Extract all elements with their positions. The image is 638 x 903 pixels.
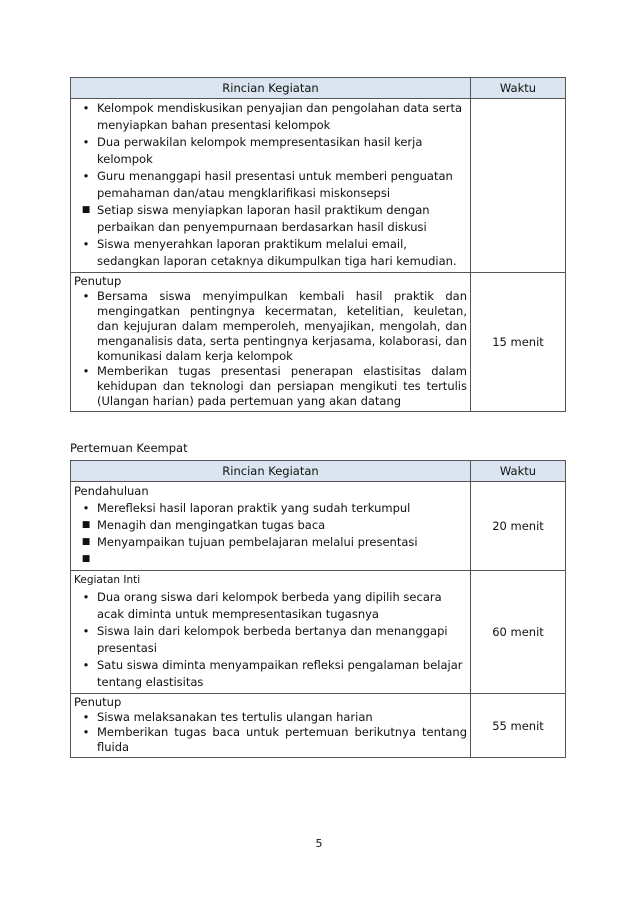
time-cell: 20 menit <box>471 482 566 571</box>
list-item: • Siswa menyerahkan laporan praktikum melalui email, sedangkan laporan cetaknya dikumpulkan tiga hari kemudian. <box>82 237 457 268</box>
page-number: 5 <box>315 837 323 850</box>
list-item: ■ Menagih dan mengingatkan tugas baca <box>81 518 326 532</box>
header-kegiatan: Rincian Kegiatan <box>71 461 471 482</box>
bullet-icon: • <box>82 289 90 303</box>
time-cell: 60 menit <box>471 571 566 694</box>
header-kegiatan: Rincian Kegiatan <box>71 78 471 99</box>
square-bullet-icon: ■ <box>81 205 91 215</box>
bullet-icon: • <box>82 364 90 378</box>
bullet-icon: • <box>82 624 90 638</box>
table-row <box>71 99 566 273</box>
activity-table-2 <box>70 460 566 758</box>
list-item: • Satu siswa diminta menyampaikan refleksi pengalaman belajar tentang elastisitas <box>82 658 463 689</box>
section-title: Kegiatan Inti <box>74 574 141 586</box>
list-item: • Bersama siswa menyimpulkan kembali hasil praktik dan mengingatkan pentingnya kecermatan, ketelitian, keuletan, dan kejujuran dalam memperoleh, menyajikan, mengolah, dan menganalisis data, serta pentingnya kerjasama, kolaborasi, dan komunikasi dalam kerja kelompok <box>82 289 467 363</box>
bullet-icon: • <box>82 237 90 251</box>
activity-cell <box>71 273 471 412</box>
bullet-icon: • <box>82 725 90 739</box>
table-header-row <box>71 461 566 482</box>
time-cell: 55 menit <box>471 694 566 758</box>
table-row <box>71 571 566 694</box>
square-bullet-icon: ■ <box>81 554 91 564</box>
bullet-icon: • <box>82 101 90 115</box>
activity-table-1 <box>70 77 566 412</box>
list-item: • Siswa melaksanakan tes tertulis ulangan harian <box>82 710 373 724</box>
activity-list <box>74 500 467 568</box>
list-item: ■ Menyampaikan tujuan pembelajaran melalui presentasi <box>81 535 418 549</box>
bullet-icon: • <box>82 590 90 604</box>
bullet-icon: • <box>82 169 90 183</box>
activity-list <box>74 100 467 270</box>
list-item: • Siswa lain dari kelompok berbeda bertanya dan menanggapi presentasi <box>82 624 448 655</box>
list-item: • Dua orang siswa dari kelompok berbeda yang dipilih secara acak diminta untuk mempresentasikan tugasnya <box>82 590 442 621</box>
list-item: • Memberikan tugas presentasi penerapan elastisitas dalam kehidupan dan teknologi dan persiapan mengikuti tes tertulis (Ulangan harian) pada pertemuan yang akan datang <box>82 364 467 408</box>
activity-cell <box>71 482 471 571</box>
list-item: ■ Setiap siswa menyiapkan laporan hasil praktikum dengan perbaikan dan penyempurnaan berdasarkan hasil diskusi <box>81 203 430 234</box>
square-bullet-icon: ■ <box>81 520 91 530</box>
section-title: Penutup <box>74 274 122 288</box>
square-bullet-icon: ■ <box>81 537 91 547</box>
header-waktu: Waktu <box>471 78 566 99</box>
table-row <box>71 273 566 412</box>
bullet-icon: • <box>82 501 90 515</box>
section-title: Pendahuluan <box>74 484 149 498</box>
table-row <box>71 482 566 571</box>
table-row <box>71 694 566 758</box>
bullet-icon: • <box>82 135 90 149</box>
list-item: • Guru menanggapi hasil presentasi untuk memberi penguatan pemahaman dan/atau mengklarifikasi miskonsepsi <box>82 169 453 200</box>
bullet-icon: • <box>82 710 90 724</box>
activity-list <box>74 710 467 755</box>
activity-list <box>74 289 467 409</box>
time-cell <box>471 99 566 273</box>
section-caption: Pertemuan Keempat <box>70 441 188 455</box>
list-item <box>74 551 467 568</box>
table-header-row <box>71 78 566 99</box>
activity-cell <box>71 694 471 758</box>
bullet-icon: • <box>82 658 90 672</box>
activity-list <box>74 589 467 691</box>
list-item: • Kelompok mendiskusikan penyajian dan pengolahan data serta menyiapkan bahan presentasi kelompok <box>82 101 463 132</box>
list-item: • Merefleksi hasil laporan praktik yang sudah terkumpul <box>82 501 411 515</box>
header-waktu: Waktu <box>471 461 566 482</box>
activity-cell <box>71 571 471 694</box>
activity-cell <box>71 99 471 273</box>
time-cell: 15 menit <box>471 273 566 412</box>
section-title: Penutup <box>74 695 122 709</box>
list-item: • Dua perwakilan kelompok mempresentasikan hasil kerja kelompok <box>82 135 423 166</box>
list-item: • Memberikan tugas baca untuk pertemuan berikutnya tentang fluida <box>82 725 467 754</box>
